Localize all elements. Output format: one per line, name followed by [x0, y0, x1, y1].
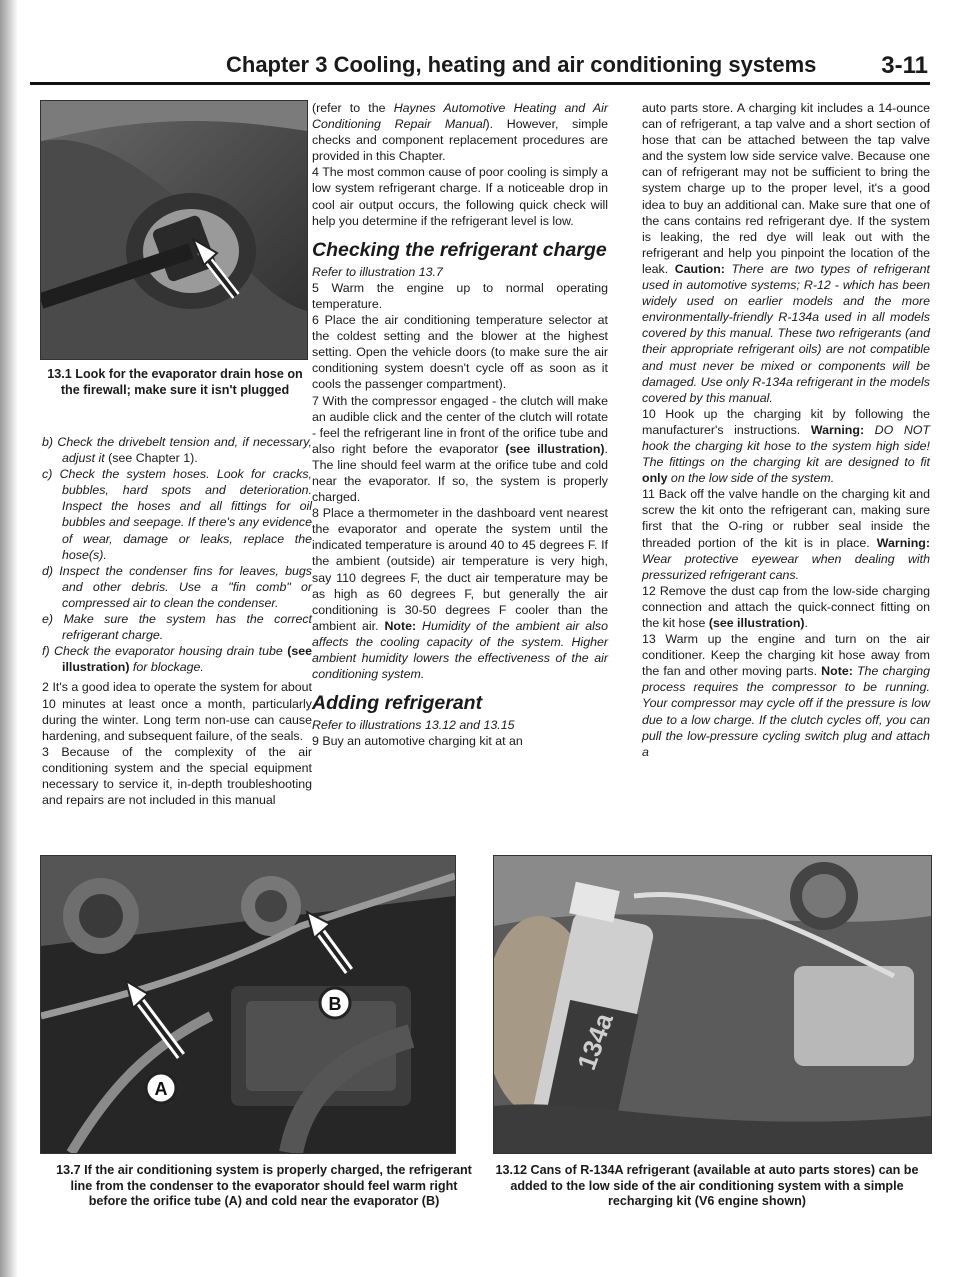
paragraph-11: 11 Back off the valve handle on the charging kit and screw the kit onto the refrigerant can, making sure first that the O-ring or rubber seal inside the threaded portion of the kit is in place. [642, 487, 930, 550]
paragraph-2: 2 It's a good idea to operate the system for about 10 minutes at least once a month, particularly during the winter. Long term non-use can cause hardening, and subsequent failure, of the seals. [42, 680, 312, 743]
column-1 [42, 434, 312, 808]
paragraph-3-cont-end: ). However, simple checks and component replacement procedures are provided in this Chapter. [312, 117, 608, 164]
figure-13-1-caption: 13.1 Look for the evaporator drain hose on the firewall; make sure it isn't plugged [47, 367, 303, 397]
paragraph-8-note: Note: [384, 618, 417, 633]
chapter-title: Chapter 3 Cooling, heating and air conditioning systems [226, 52, 817, 77]
paragraph-11-warning-text: Wear protective eyewear when dealing with pressurized refrigerant cans. [642, 551, 930, 582]
paragraph-4: 4 The most common cause of poor cooling is simply a low system refrigerant charge. If a noticeable drop in cool air output occurs, the following quick check will help you determine if the refrigerant level is low. [312, 165, 608, 228]
refrigerant-can-label: 134a [571, 1009, 619, 1074]
paragraph-10-warning-text: DO NOT hook the charging kit hose to the system high side! The fittings on the charging kit are designed to fit [642, 422, 930, 470]
paragraph-8-note-text: Humidity of the ambient air also affects the cooling capacity of the system. Higher ambient humidity lowers the effectiveness of the air conditioning system. [312, 618, 608, 682]
callout-a-label: A [154, 1079, 168, 1099]
figure-13-12-caption: 13.12 Cans of R-134A refrigerant (available at auto parts stores) can be added to the low side of the air conditioning system with a simple recharging kit (V6 engine shown) [495, 1163, 919, 1208]
ref-checking: Refer to illustration 13.7 [312, 264, 443, 279]
list-item-e: e) Make sure the system has the correct refrigerant charge. [42, 612, 312, 643]
list-item-d: d) Inspect the condenser fins for leaves, bugs and other debris. Use a "fin comb" or compressed air to clean the condenser. [42, 563, 312, 610]
paragraph-9: 9 Buy an automotive charging kit at an [312, 734, 523, 749]
page-header [226, 50, 928, 80]
paragraph-9-cont: auto parts store. A charging kit includes a 14-ounce can of refrigerant, a tap valve and a short section of hose that can be attached between the tap valve and the system low side service valve. Because one can of refrigerant may not be sufficient to bring the system charge up to the proper level, it's a good idea to buy an additional can. Make sure that one of the cans contains red refrigerant dye. If the system is leaking, the red dye will leak out with the refrigerant and help you pinpoint the location of the leak. [642, 101, 930, 276]
paragraph-5: 5 Warm the engine up to normal operating temperature. [312, 280, 608, 311]
paragraph-13: 13 Warm up the engine and turn on the air conditioner. Keep the charging kit hose away from the fan and other moving parts. [642, 632, 930, 679]
list-item-f-end: for blockage. [129, 660, 204, 675]
page-number: 3-11 [881, 52, 928, 79]
paragraph-7-end: . The line should feel warm at the orifice tube and cold near the evaporator. If so, the system is properly charged. [312, 441, 608, 505]
header-rule [30, 82, 930, 85]
list-item-f-ref: (see illustration) [62, 644, 312, 675]
paragraph-3: 3 Because of the complexity of the air conditioning system and the special equipment necessary to service it, in-depth troubleshooting and repairs are not included in this manual [42, 744, 312, 808]
heading-adding-refrigerant: Adding refrigerant [312, 692, 483, 715]
paragraph-13-note: Note: [821, 664, 853, 679]
paragraph-10: 10 Hook up the charging kit by following the manufacturer's instructions. [642, 406, 930, 437]
paragraph-12-ref: (see illustration) [708, 616, 805, 630]
heading-checking-charge: Checking the refrigerant charge [312, 238, 607, 261]
list-item-c: c) Check the system hoses. Look for cracks, bubbles, hard spots and deterioration. Inspect the hoses and all fittings for oil bubbles and seepage. If there's any evidence of wear, damage or leaks, replace the hose(s). [42, 467, 312, 562]
paragraph-7-ref: (see illustration) [505, 441, 605, 456]
page-binding-shadow [0, 0, 18, 1277]
figure-13-1-photo [40, 100, 308, 360]
column-3 [642, 100, 930, 760]
paragraph-9-caution-text: There are two types of refrigerant used in automotive systems; R-12 - which has been widely used on earlier models and the more environmentally-friendly R-134a used in all models covered by this manual. These two refrigerants (and their appropriate refrigerant oils) are not compatible and must never be mixed or components will be damaged. Use only R-134a refrigerant in the models covered by this manual. [642, 261, 930, 405]
paragraph-10-only: only [642, 471, 668, 486]
paragraph-9-caution: Caution: [674, 261, 725, 276]
ref-adding: Refer to illustrations 13.12 and 13.15 [312, 718, 515, 733]
paragraph-10-warning: Warning: [810, 422, 865, 437]
paragraph-13-note-text: The charging process requires the compressor to be running. Your compressor may cycle off if the pressure is low due to a low charge. If the clutch cycles off, you can pull the low-pressure cycling switch plug and attach a [642, 664, 931, 759]
column-2 [312, 100, 608, 749]
figure-13-7-photo [40, 855, 456, 1154]
manual-title-ref: Haynes Automotive Heating and Air Conditioning Repair Manual [312, 101, 608, 132]
paragraph-10-warning-end: on the low side of the system. [667, 471, 835, 486]
paragraph-12: 12 Remove the dust cap from the low-side charging connection and attach the quick-connect fitting on the kit hose [642, 583, 930, 630]
paragraph-11-warning: Warning: [876, 535, 930, 550]
figure-13-7-caption: 13.7 If the air conditioning system is properly charged, the refrigerant line from the condenser to the evaporator should feel warm right before the orifice tube (A) and cold near the evaporator (B) [56, 1163, 472, 1208]
list-item-b-ref: (see Chapter 1). [104, 451, 198, 466]
paragraph-6: 6 Place the air conditioning temperature selector at the coldest setting and the blower at the highest setting. Open the vehicle doors (to make sure the air conditioning system doesn't cycle off as soon as it cools the passenger compartment). [312, 313, 608, 392]
callout-b-label: B [328, 994, 342, 1014]
figure-13-12-photo [493, 855, 932, 1154]
paragraph-3-cont: (refer to the [312, 101, 394, 115]
paragraph-8: 8 Place a thermometer in the dashboard vent nearest the evaporator and operate the system until the indicated temperature is around 40 to 45 degrees F. If the ambient (outside) air temperature is very high, say 110 degrees F, the duct air temperature may be as high as 60 degrees F, but generally the air conditioning is 30-50 degrees F cooler than the ambient air. [312, 506, 608, 633]
paragraph-12-end: . [804, 616, 808, 630]
list-item-f: f) Check the evaporator housing drain tube [42, 644, 288, 659]
paragraph-7: 7 With the compressor engaged - the clutch will make an audible click and the center of the clutch will rotate - feel the refrigerant line in front of the orifice tube and also right before the evaporator [312, 393, 608, 456]
list-item-b: b) Check the drivebelt tension and, if necessary, adjust it [42, 435, 312, 466]
